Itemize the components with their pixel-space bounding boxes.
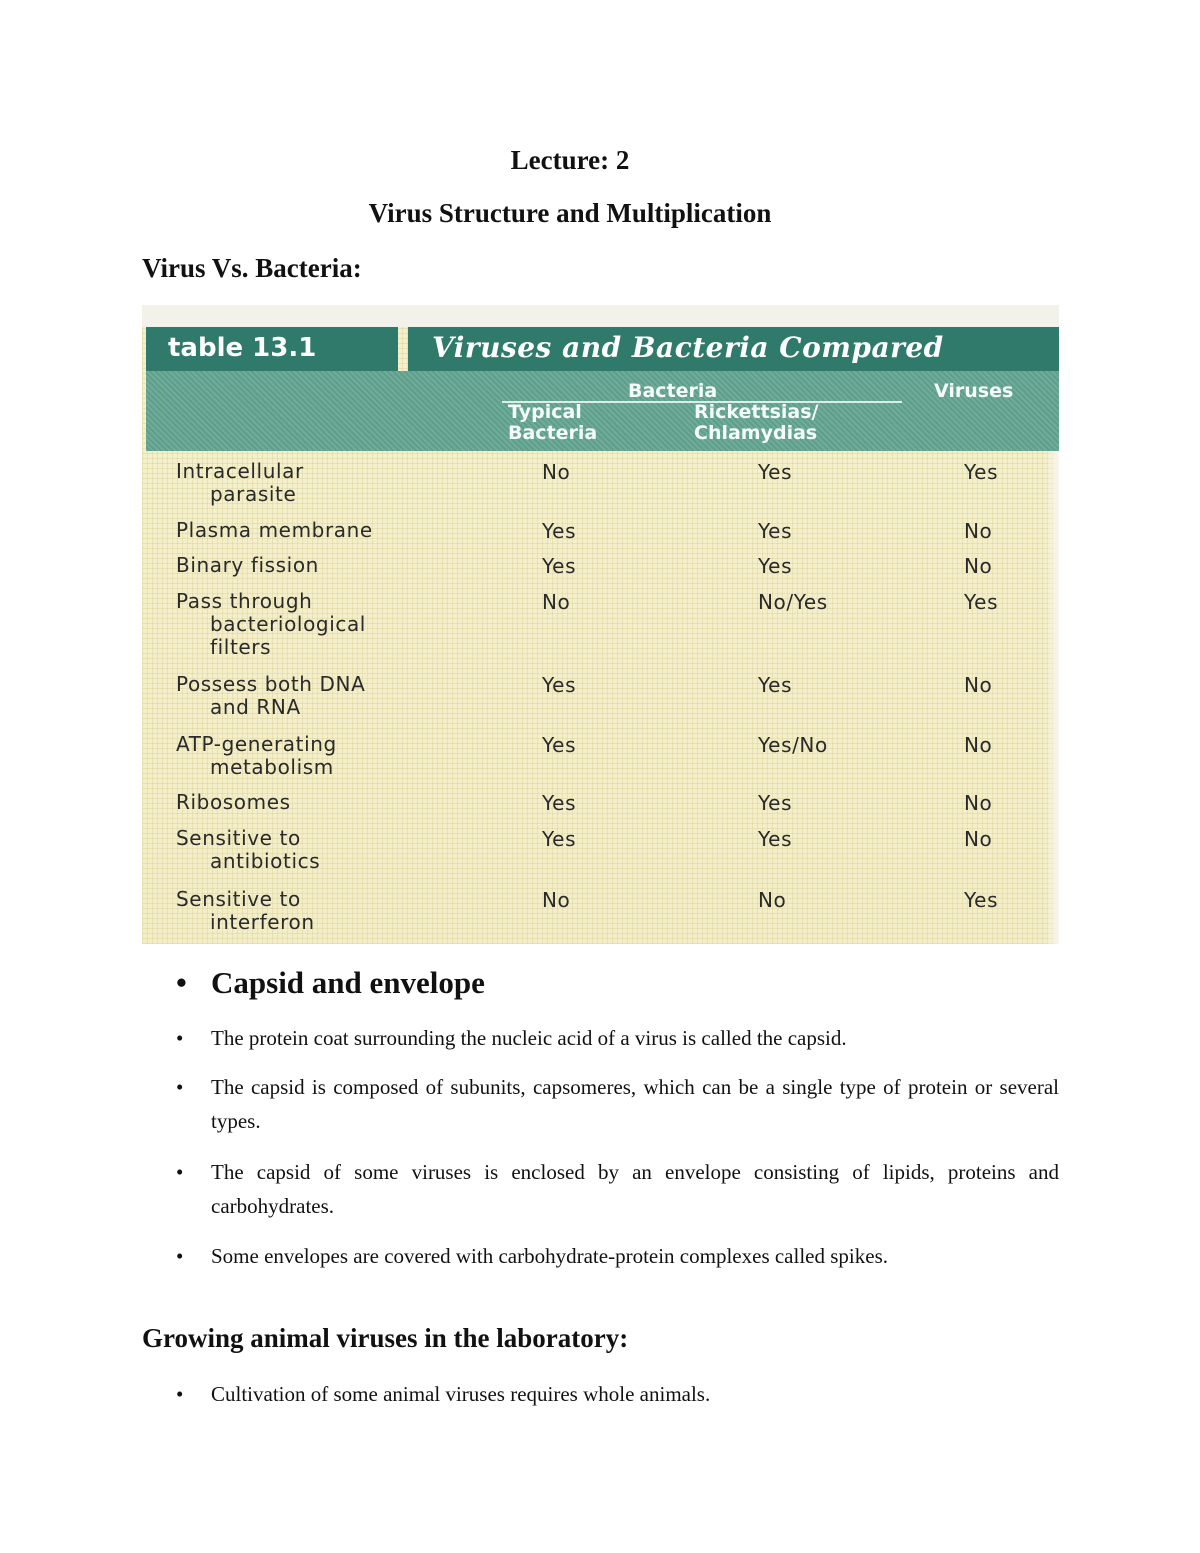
row-label-cont: parasite	[210, 482, 297, 506]
row-label-cont: metabolism	[210, 755, 334, 779]
cell-rickettsias: No/Yes	[758, 590, 828, 614]
header-rickettsias-chlamydias: Rickettsias/ Chlamydias	[694, 401, 819, 444]
cell-typical: Yes	[542, 554, 577, 578]
list-item-text: The capsid is composed of subunits, capsomeres, which can be a single type of protein or several types.	[211, 1075, 1059, 1133]
list-item	[176, 1155, 1059, 1223]
row-label: Sensitive to	[176, 887, 301, 911]
cell-viruses: Yes	[964, 888, 999, 912]
cell-typical: Yes	[542, 791, 577, 815]
row-label-cont: interferon	[210, 910, 315, 934]
capsid-heading: Capsid and envelope	[211, 965, 485, 1000]
row-label: Binary fission	[176, 553, 319, 577]
header-bacteria: Bacteria	[628, 380, 718, 402]
bullet-icon: •	[176, 1382, 184, 1406]
list-item-text: Cultivation of some animal viruses requires whole animals.	[211, 1382, 711, 1406]
cell-rickettsias: Yes	[758, 460, 793, 484]
cell-typical: Yes	[542, 827, 577, 851]
list-item	[176, 1377, 1059, 1411]
cell-viruses: No	[964, 554, 993, 578]
bullet-icon: •	[176, 1244, 184, 1268]
cell-viruses: Yes	[964, 460, 999, 484]
cell-typical: No	[542, 590, 571, 614]
cell-typical: Yes	[542, 673, 577, 697]
list-item-text: Some envelopes are covered with carbohydrate-protein complexes called spikes.	[211, 1244, 888, 1268]
row-label: Pass through	[176, 589, 313, 613]
cell-rickettsias: No	[758, 888, 787, 912]
row-label: Plasma membrane	[176, 518, 373, 542]
bullet-capsid-heading	[176, 965, 1059, 1001]
cell-viruses: Yes	[964, 590, 999, 614]
section-heading-growing-viruses: Growing animal viruses in the laboratory:	[142, 1323, 629, 1353]
cell-rickettsias: Yes	[758, 554, 793, 578]
cell-viruses: No	[964, 519, 993, 543]
row-label-cont: antibiotics	[210, 849, 321, 873]
cell-typical: No	[542, 460, 571, 484]
row-label: Ribosomes	[176, 790, 291, 814]
cell-viruses: No	[964, 733, 993, 757]
cell-viruses: No	[964, 827, 993, 851]
list-item-text: The capsid of some viruses is enclosed by an envelope consisting of lipids, proteins and carbohydrates.	[211, 1160, 1059, 1218]
cell-typical: Yes	[542, 519, 577, 543]
table-title: Viruses and Bacteria Compared	[408, 327, 1059, 371]
row-label-cont: bacteriological filters	[210, 612, 366, 659]
header-viruses: Viruses	[934, 380, 1014, 402]
cell-rickettsias: Yes	[758, 791, 793, 815]
cell-viruses: No	[964, 673, 993, 697]
cell-typical: No	[542, 888, 571, 912]
bullet-icon: •	[176, 965, 187, 1000]
comparison-table-image	[142, 305, 1059, 944]
bullet-icon: •	[176, 1026, 184, 1050]
cell-rickettsias: Yes	[758, 673, 793, 697]
list-item	[176, 1070, 1059, 1138]
section-heading-virus-vs-bacteria: Virus Vs. Bacteria:	[142, 253, 362, 283]
bullet-icon: •	[176, 1075, 184, 1099]
list-item	[176, 1239, 1059, 1273]
cell-rickettsias: Yes	[758, 519, 793, 543]
scan-page-edge	[1045, 451, 1059, 944]
row-label-cont: and RNA	[210, 695, 301, 719]
cell-viruses: No	[964, 791, 993, 815]
page-title: Virus Structure and Multiplication	[368, 198, 772, 228]
cell-typical: Yes	[542, 733, 577, 757]
cell-rickettsias: Yes	[758, 827, 793, 851]
row-label: ATP-generating	[176, 732, 337, 756]
row-label: Possess both DNA	[176, 672, 366, 696]
table-number: table 13.1	[146, 327, 398, 371]
header-typical-bacteria: Typical Bacteria	[508, 401, 598, 444]
scan-margin	[142, 305, 1059, 327]
bullet-icon: •	[176, 1160, 184, 1184]
list-item-text: The protein coat surrounding the nucleic acid of a virus is called the capsid.	[211, 1026, 847, 1050]
cell-rickettsias: Yes/No	[758, 733, 828, 757]
list-item	[176, 1021, 1059, 1055]
lecture-number: Lecture: 2	[510, 145, 630, 175]
row-label: Intracellular	[176, 459, 304, 483]
row-label: Sensitive to	[176, 826, 301, 850]
